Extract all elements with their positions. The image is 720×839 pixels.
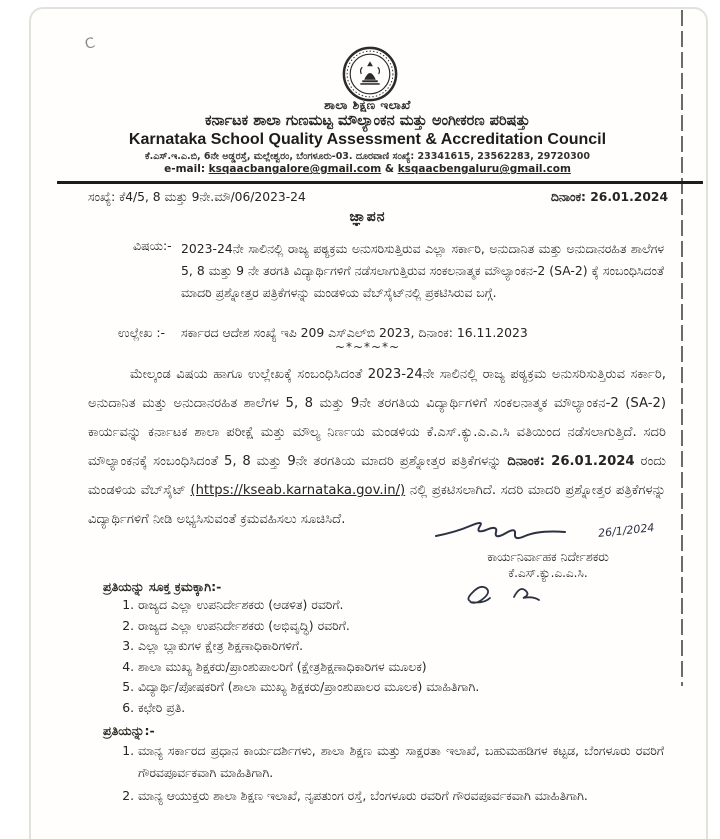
reference-label: ಉಲ್ಲೇಖ :-: [118, 325, 166, 340]
department-name: ಶಾಲಾ ಶಿಕ್ಷಣ ಇಲಾಖೆ: [324, 98, 411, 112]
header-divider-rule: [57, 181, 703, 184]
document-title: ಜ್ಞಾಪನ: [349, 209, 386, 225]
email-link-bengaluru[interactable]: ksqaacbengaluru@gmail.com: [397, 163, 571, 175]
signatory-organization: ಕೆ.ಎಸ್.ಕ್ಯು.ಎ.ಎ.ಸಿ.: [508, 566, 588, 580]
copies-info-heading: ಪ್ರತಿಯನ್ನು:-: [103, 723, 155, 738]
council-seal-icon: [341, 45, 399, 103]
list-item: 2. ಮಾನ್ಯ ಆಯುಕ್ತರು ಶಾಲಾ ಶಿಕ್ಷಣ ಇಲಾಖೆ, ನೃಪತುಂಗ ರಸ್ತೆ, ಬೆಂಗಳೂರು ರವರಿಗೆ ಗೌರವಪೂರ್ವಕವಾಗಿ ಮಾಹಿತಿಗಾಗಿ.: [138, 785, 664, 807]
signature-handwritten-date: 26/1/2024: [597, 521, 655, 540]
list-item: 5. ವಿದ್ಯಾರ್ಥಿ/ಪೋಷಕರಿಗೆ (ಶಾಲಾ ಮುಖ್ಯ ಶಿಕ್ಷಕರು/ಪ್ರಾಂಶುಪಾಲರ ಮೂಲಕ) ಮಾಹಿತಿಗಾಗಿ.: [138, 677, 574, 698]
signature-scribble: [432, 514, 612, 550]
copies-action-list: [104, 595, 574, 718]
list-item: 2. ರಾಜ್ಯದ ಎಲ್ಲಾ ಉಪನಿರ್ದೇಶಕರು (ಅಭಿವೃದ್ಧಿ) ರವರಿಗೆ.: [138, 616, 574, 637]
reference-number: ಸಂಖ್ಯೆ: ಕೆ4/5, 8 ಮತ್ತು 9ನೇ.ಮೌ/06/2023-24: [88, 190, 306, 204]
body-text-2: ರಂದು ಮಂಡಳಿಯ ವೆಬ್‌ಸೈಟ್: [88, 454, 666, 498]
org-address: ಕೆ.ಎಸ್.ಇ.ಎ.ಬಿ, 6ನೇ ಅಡ್ಡರಸ್ತೆ, ಮಲ್ಲೇಶ್ವರಂ, ಬೆಂಗಳೂರು-03. ದೂರವಾಣಿ ಸಂಖ್ಯೆ: 23341615, 23562283, 29720300: [145, 151, 590, 162]
reference-text: ಸರ್ಕಾರದ ಆದೇಶ ಸಂಖ್ಯೆ ಇಪಿ 209 ಎಸ್‌ಎಲ್‌ಬಿ 2023, ದಿನಾಂಕ: 16.11.2023: [181, 325, 528, 340]
list-item: 6. ಕಛೇರಿ ಪ್ರತಿ.: [138, 698, 574, 719]
copies-info-list: [104, 740, 664, 809]
list-item: 4. ಶಾಲಾ ಮುಖ್ಯ ಶಿಕ್ಷಕರು/ಪ್ರಾಂಶುಪಾಲರಿಗೆ (ಕ್ಷೇತ್ರಶಿಕ್ಷಣಾಧಿಕಾರಿಗಳ ಮೂಲಕ): [138, 657, 574, 678]
body-paragraph: [88, 360, 666, 534]
body-publication-date: ದಿನಾಂಕ: 26.01.2024: [507, 454, 635, 469]
body-text-3: ನಲ್ಲಿ ಪ್ರಕಟಿಸಲಾಗಿದೆ. ಸದರಿ ಮಾದರಿ ಪ್ರಶ್ನೋತ್ತರ ಪತ್ರಿಕೆಗಳನ್ನು ವಿದ್ಯಾರ್ಥಿಗಳಿಗೆ ನೀಡಿ ಅಭ್ಯಸಿಸುವಂತೆ ಕ್ರಮವಹಿಸಲು ಸೂಚಿಸಿದೆ.: [88, 483, 666, 527]
email-label: e-mail:: [164, 163, 209, 175]
email-link-bangalore[interactable]: ksqaacbangalore@gmail.com: [208, 163, 382, 175]
subject-label: ವಿಷಯ:-: [133, 238, 172, 253]
email-separator: &: [381, 163, 398, 175]
subject-text: 2023-24ನೇ ಸಾಲಿನಲ್ಲಿ ರಾಜ್ಯ ಪಠ್ಯಕ್ರಮ ಅನುಸರಿಸುತ್ತಿರುವ ಎಲ್ಲಾ ಸರ್ಕಾರಿ, ಅನುದಾನಿತ ಮತ್ತು ಅನುದಾನರಹಿತ ಶಾಲೆಗಳ 5, 8 ಮತ್ತು 9 ನೇ ತರಗತಿ ವಿದ್ಯಾರ್ಥಿಗಳಿಗೆ ನಡೆಸಲಾಗುತ್ತಿರುವ ಸಂಕಲನಾತ್ಮಕ ಮೌಲ್ಯಾಂಕನ-2 (SA-2) ಕ್ಕೆ ಸಂಬಂಧಿಸಿದಂತೆ ಮಾದರಿ ಪ್ರಶ್ನೋತ್ತರ ಪತ್ರಿಕೆಗಳನ್ನು ಮಂಡಳಿಯ ವೆಬ್‌ಸೈಟ್‌ನಲ್ಲಿ ಪ್ರಕಟಿಸಿರುವ ಬಗ್ಗೆ.: [181, 241, 664, 300]
email-line: [30, 163, 705, 175]
letter-date: ದಿನಾಂಕ: 26.01.2024: [550, 190, 668, 204]
signatory-designation: ಕಾರ್ಯನಿರ್ವಾಹಕ ನಿರ್ದೇಶಕರು: [487, 549, 609, 564]
org-name-kannada: ಕರ್ನಾಟಕ ಶಾಲಾ ಗುಣಮಟ್ಟ ಮೌಲ್ಯಾಂಕನ ಮತ್ತು ಅಂಗೀಕರಣ ಪರಿಷತ್ತು: [204, 113, 531, 129]
list-item: 3. ಎಲ್ಲಾ ಬ್ಲಾಕುಗಳ ಕ್ಷೇತ್ರ ಶಿಕ್ಷಣಾಧಿಕಾರಿಗಳಿಗೆ.: [138, 636, 574, 657]
body-text-1: ಮೇಲ್ಕಂಡ ವಿಷಯ ಹಾಗೂ ಉಲ್ಲೇಖಕ್ಕೆ ಸಂಬಂಧಿಸಿದಂತೆ 2023-24ನೇ ಸಾಲಿನಲ್ಲಿ ರಾಜ್ಯ ಪಠ್ಯಕ್ರಮ ಅನುಸರಿಸುತ್ತಿರುವ ಸರ್ಕಾರಿ, ಅನುದಾನಿತ ಮತ್ತು ಅನುದಾನರಹಿತ ಶಾಲೆಗಳ 5, 8 ಮತ್ತು 9ನೇ ತರಗತಿಯ ವಿದ್ಯಾರ್ಥಿಗಳಿಗೆ ಸಂಕಲನಾತ್ಮಕ ಮೌಲ್ಯಾಂಕನ-2 (SA-2) ಕಾರ್ಯವನ್ನು ಕರ್ನಾಟಕ ಶಾಲಾ ಪರೀಕ್ಷೆ ಮತ್ತು ಮೌಲ್ಯ ನಿರ್ಣಯ ಮಂಡಳಿಯ ಕೆ.ಎಸ್.ಕ್ಯು.ಎ.ಎ.ಸಿ ವತಿಯಿಂದ ನಡೆಸಲಾಗುತ್ತಿದೆ. ಸದರಿ ಮೌಲ್ಯಾಂಕನಕ್ಕೆ ಸಂಬಂಧಿಸಿದಂತೆ 5, 8 ಮತ್ತು 9ನೇ ತರಗತಿಯ ಮಾದರಿ ಪ್ರಶ್ನೋತ್ತರ ಪತ್ರಿಕೆಗಳನ್ನು: [88, 367, 666, 469]
org-name-english: Karnataka School Quality Assessment & Accreditation Council: [128, 131, 607, 148]
board-website-link[interactable]: (https://kseab.karnataka.gov.in/): [190, 483, 406, 498]
list-item: 1. ಮಾನ್ಯ ಸರ್ಕಾರದ ಪ್ರಧಾನ ಕಾರ್ಯದರ್ಶಿಗಳು, ಶಾಲಾ ಶಿಕ್ಷಣ ಮತ್ತು ಸಾಕ್ಷರತಾ ಇಲಾಖೆ, ಬಹುಮಹಡಿಗಳ ಕಟ್ಟಡ, ಬೆಂಗಳೂರು ರವರಿಗೆ ಗೌರವಪೂರ್ವಕವಾಗಿ ಮಾಹಿತಿಗಾಗಿ.: [138, 740, 664, 783]
section-divider: ~*~*~*~: [334, 340, 401, 354]
list-item: 1. ರಾಜ್ಯದ ಎಲ್ಲಾ ಉಪನಿರ್ದೇಶಕರು (ಆಡಳಿತ) ರವರಿಗೆ.: [138, 595, 574, 616]
copies-action-heading: ಪ್ರತಿಯನ್ನು ಸೂಕ್ತ ಕ್ರಮಕ್ಕಾಗಿ:-: [103, 579, 222, 594]
handwritten-corner-mark: C: [83, 35, 97, 53]
